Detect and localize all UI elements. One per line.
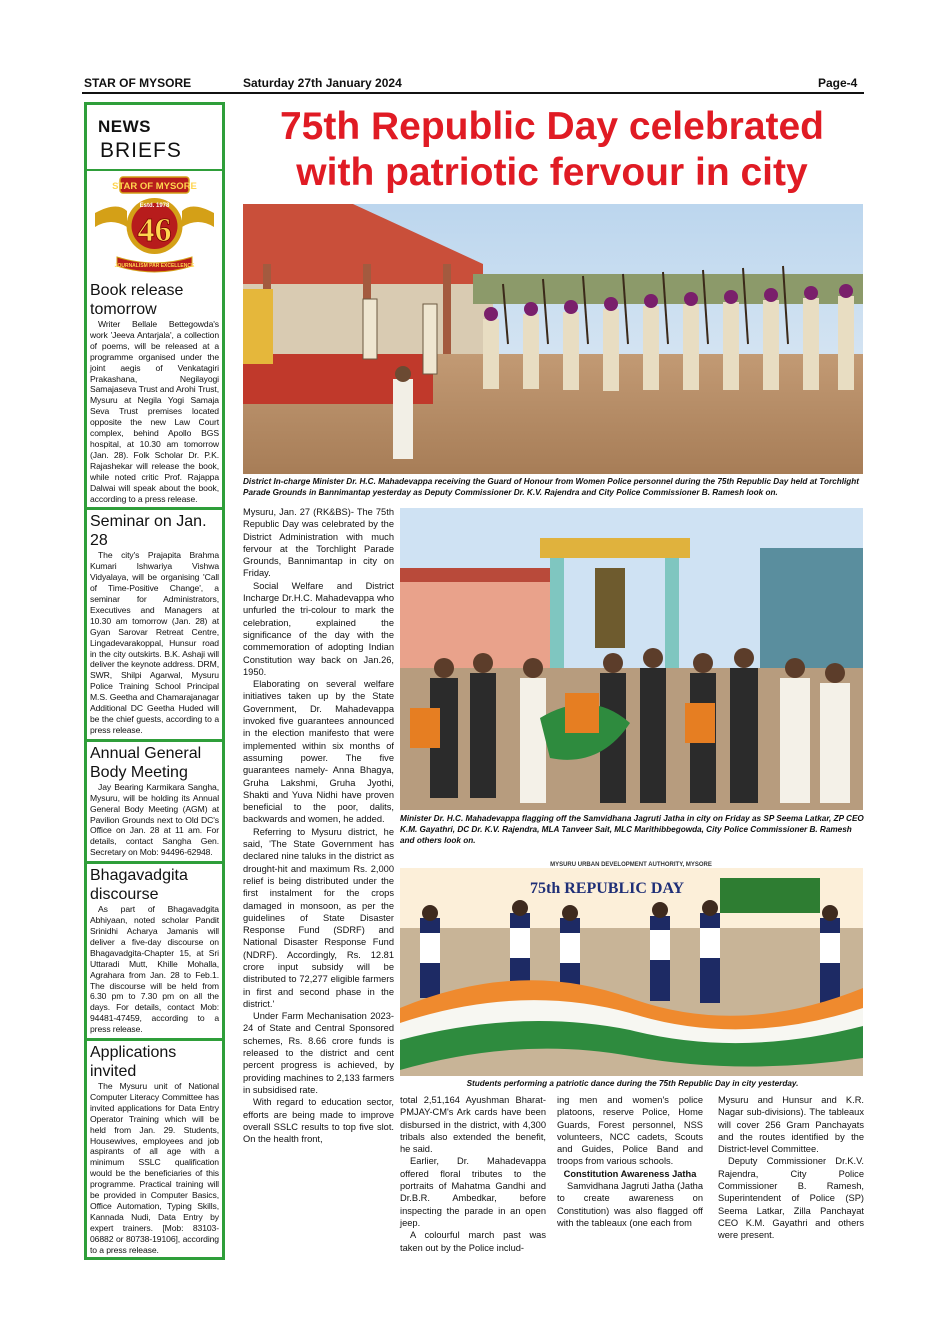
logo-estd-text: Estd. 1978 — [139, 203, 170, 209]
students-dance-photo-image — [400, 858, 863, 1076]
paper-name: STAR OF MYSORE — [84, 76, 192, 90]
brief-bhagavadgita — [87, 866, 222, 1041]
article-paragraph: Mysuru and Hunsur and K.R. Nagar sub-divisions). The tableaux will cover 256 Gram Panchayats and the routes identified by the District-level Committee. — [718, 1095, 864, 1155]
parade-photo-caption: District In-charge Minister Dr. H.C. Mahadevappa receiving the Guard of Honour from Women Police personnel during the 75th Republic Day held at Torchlight Parade Grounds in Bannimantap yesterday as Deputy Commissioner Dr. K.V. Rajendra and City Police Commissioner B. Ramesh look on. — [243, 477, 859, 497]
article-paragraph: Deputy Commissioner Dr.K.V. Rajendra, City Police Commissioner B. Ramesh, Superintendent of Police (SP) Seema Latkar, Zilla Panchayat CEO K.M. Gayathri and others were present. — [718, 1156, 864, 1241]
news-briefs-sidebar — [84, 102, 225, 1260]
brief-title: Seminar on Jan. 28 — [90, 513, 207, 550]
logo-ribbon-text: JOURNALISM PAR EXCELLENCE — [114, 263, 195, 269]
article-paragraph: Elaborating on several welfare initiatives taken up by the State Government, Dr. Mahadevappa invoked five guarantees announced in the election manifesto that were implemented within six months of assuming power. The five guarantees namely- Anna Bhagya, Gruha Lakshmi, Gruha Jyothi, Shakti and Yuva Nidhi have proven beneficial to the poor, dalits, backwards and women, he added. — [243, 679, 394, 825]
brief-title: Applications invited — [90, 1044, 177, 1081]
article-headline — [236, 104, 868, 196]
article-paragraph: A colourful march past was taken out by the Police includ- — [400, 1230, 546, 1253]
article-paragraph: ing men and women's police platoons, reserve Police, Home Guards, Forest personnel, NSS volunteers, NCC cadets, Scouts and Guides, Police Band and troops from various schools. — [557, 1095, 703, 1167]
brief-body: Writer Bellale Bettegowda's work 'Jeeva Antarjala', a collection of poems, will be released at a programme organised under the joint aegis of Venkatagiri Prakashana, Negilayogi Samajaseva Trust and Arohi Trust, Mysuru at Negila Yogi Samaja Seva Trust premises located opposite the new Law Court complex, behind Apollo BGS hospital, at 10.30 am tomorrow (Jan. 28). Folk Scholar Dr. P.K. Rajashekar will release the book, while noted critic Prof. Rajappa Dalwai will speak about the book, according to a press release. — [90, 319, 219, 504]
students-dance-photo-caption: Students performing a patriotic dance during the 75th Republic Day in city yesterday. — [466, 1079, 799, 1088]
headline-line-1: 75th Republic Day celebrated — [279, 105, 825, 148]
briefs-label: BRIEFS — [100, 139, 182, 162]
brief-agm — [87, 744, 222, 864]
article-subheading: Constitution Awareness Jatha — [563, 1168, 697, 1179]
article-paragraph: Under Farm Mechanisation 2023-24 of State and Central Sponsored schemes, Rs. 8.66 crore funds is released to the district and cent percent progress is achieved, by providing machines to 2,133 farmers in subsidised rate. — [243, 1011, 394, 1095]
news-briefs-title-box — [87, 105, 222, 171]
article-paragraph: With regard to education sector, efforts are being made to improve overall SSLC results to top five slot. On the health front, — [243, 1097, 394, 1145]
brief-body: As part of Bhagavadgita Abhiyaan, noted scholar Pandit Srinidhi Acharya Jamanis will deliver a five-day discourse on Bhagavadgita-Chapter 15, at Sri Uttaradi Mutt, Khille Mohalla, Agrahara from Jan. 28 to Feb.1. The discourse will be held from 6.30 pm to 7.30 pm on all the days. For details, contact Mob: 94481-47459, according to a press release. — [90, 904, 219, 1035]
brief-title: Bhagavadgita discourse — [90, 867, 188, 904]
brief-applications — [87, 1043, 222, 1256]
flag-off-photo-image — [400, 508, 863, 810]
parade-photo — [243, 204, 863, 474]
flag-off-photo — [400, 508, 863, 810]
headline-line-2: with patriotic fervour in city — [296, 151, 808, 194]
brief-seminar — [87, 512, 222, 741]
brief-body: Jay Bearing Karmikara Sangha, Mysuru, will be holding its Annual General Body Meeting (AGM) at Pavilion Grounds next to Old DC's Office on Jan. 28 at 11 am. For details, contact Sangha Gen. Secretary on Mob: 94496-62948. — [90, 781, 219, 858]
brief-title: Annual General Body Meeting — [90, 744, 202, 781]
news-label: NEWS — [98, 117, 151, 136]
anniversary-logo — [87, 171, 222, 281]
article-column-2 — [400, 1094, 546, 1254]
brief-title: Book release tomorrow — [90, 282, 184, 318]
brief-divider — [87, 507, 222, 510]
republic-day-banner-text: 75th REPUBLIC DAY — [530, 880, 685, 897]
article-paragraph: Earlier, Dr. Mahadevappa offered floral tributes to the portraits of Mahatma Gandhi and Dr.B.R. Ambedkar, before inspecting the parade in an open jeep. — [400, 1156, 546, 1228]
article-paragraph: Social Welfare and District Incharge Dr.H.C. Mahadevappa who unfurled the tri-colour to mark the celebration, explained the significance of the day with the commemoration of adopting Indian Constitution way back on Jan.26, 1950. — [243, 580, 394, 677]
logo-number-text: 46 — [137, 212, 172, 249]
article-column-1 — [243, 506, 394, 1145]
brief-divider — [87, 739, 222, 742]
banner-top-text: MYSURU URBAN DEVELOPMENT AUTHORITY, MYSORE — [550, 862, 712, 868]
issue-date: Saturday 27th January 2024 — [243, 76, 402, 90]
anniversary-logo-icon — [87, 171, 222, 281]
article-paragraph: Referring to Mysuru district, he said, 'The State Government has declared nine taluks in the district as drought-hit and maximum Rs. 2,000 relief is being distributed under the first instalment for the crops damaged in monsoon, as per the guidelines of State Disaster Response Fund (SDRF) and National Disaster Response Fund (NDRF). Accordingly, Rs. 12.81 crore input subsidy will be distributed to 72,277 eligible farmers in first and second phase in the district.' — [243, 826, 394, 1009]
brief-divider — [87, 1038, 222, 1041]
page-number: Page-4 — [818, 76, 858, 90]
brief-book-release — [87, 281, 222, 510]
parade-photo-image — [243, 204, 863, 474]
article-paragraph: Samvidhana Jagruti Jatha (Jatha to create awareness on Constitution) was also flagged off with the tableaux (one each from — [557, 1181, 703, 1228]
article-paragraph: Mysuru, Jan. 27 (RK&BS)- The 75th Republic Day was celebrated by the District Administration with much fervour at the Torchlight Parade Grounds, Bannimantap in city on Friday. — [243, 507, 394, 579]
flag-off-photo-caption: Minister Dr. H.C. Mahadevappa flagging off the Samvidhana Jagruti Jatha in city on Friday as SP Seema Latkar, ZP CEO K.M. Gayathri, DC Dr. K.V. Rajendra, MLA Tanveer Sait, MLC Marithibbegowda, City Police Commissioner B. Ramesh and others look on. — [400, 814, 864, 845]
brief-body: The Mysuru unit of National Computer Literacy Committee has invited applications for Data Entry Operator Training which will be held from Jan. 29. Students, Housewives, employees and job aspirants of all age with a minimum SSLC qualification would be the beneficiaries of this programme. Practical training will be provided in Computer Basics, Office Automation, Typing Skills, Kannada Nudi, Data Entry by expert trainers. [Mob: 83103-06882 or 80738-19106], according to a press release. — [90, 1081, 219, 1255]
brief-body: The city's Prajapita Brahma Kumari Ishwariya Vishwa Vidyalaya, will be organising 'Call of Time-Positive Change', a seminar for Administrators, Executives and Managers at 10.30 am tomorrow (Jan. 28) at Gyan Sarovar Retreat Centre, Lingadevarakoppal, Hunsur road in the city outskirts. B.K. Ashaji will deliver the keynote address. DRM, SWR, Shilpi Agarwal, Mysuru Police Training School Principal M.S. Geetha and Chamarajanagar Additional DC Geetha Huded will be the chief guests, according to a press release. — [90, 550, 219, 735]
header-rule — [82, 92, 864, 94]
article-column-4 — [718, 1094, 864, 1242]
article-paragraph: total 2,51,164 Ayushman Bharat-PMJAY-CM's Ark cards have been disbursed in the district, with 4,300 tribals also extended the benefit, he said. — [400, 1095, 546, 1155]
logo-banner-text: STAR OF MYSORE — [112, 181, 197, 192]
article-column-3 — [557, 1094, 703, 1229]
students-dance-photo — [400, 858, 863, 1076]
brief-divider — [87, 861, 222, 864]
